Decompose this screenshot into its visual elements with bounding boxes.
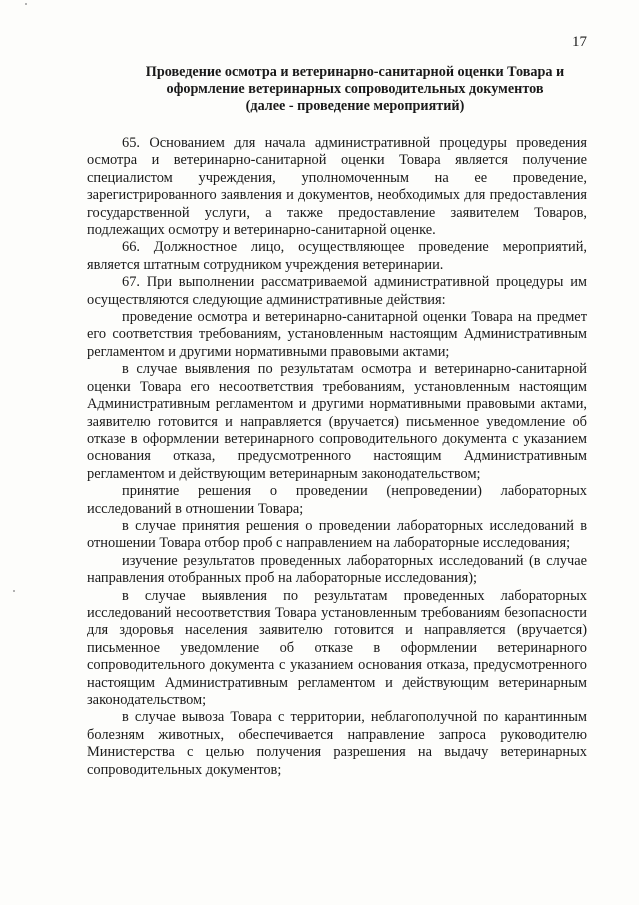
action-refusal-notice: в случае выявления по результатам осмотра и ветеринарно-санитарной оценки Товара его несоответствия требованиям, установленным настоящим Административным регламентом и другими нормативными правовыми актами, заявителю готовится и направляется (вручается) письменное уведомление об отказе в оформлении ветеринарного сопроводительного документа с указанием основания отказа, предусмотренного настоящим Административным регламентом и действующим ветеринарным законодательством; (87, 361, 587, 482)
scan-artifact (25, 3, 27, 5)
action-sampling: в случае принятия решения о проведении лабораторных исследований в отношении Товара отбор проб с направлением на лабораторные исследования; (87, 517, 587, 552)
action-lab-refusal-notice: в случае выявления по результатам проведенных лабораторных исследований несоответствия Товара установленным требованиям безопасности для здоровья населения заявителю готовится и направляется (вручается) письменное уведомление об отказе в оформлении ветеринарного сопроводительного документа с указанием основания отказа, предусмотренного настоящим Административным регламентом и действующим ветеринарным законодательством; (87, 587, 587, 708)
document-body (87, 135, 587, 779)
action-lab-results-review: изучение результатов проведенных лабораторных исследований (в случае направления отобранных проб на лабораторные исследования); (87, 552, 587, 587)
action-inspection: проведение осмотра и ветеринарно-санитарной оценки Товара на предмет его соответствия требованиям, установленным настоящим Административным регламентом и другими нормативными правовыми актами; (87, 309, 587, 360)
paragraph-65: 65. Основанием для начала административной процедуры проведения осмотра и ветеринарно-санитарной оценки Товара является получение специалистом учреждения, уполномоченным на ее проведение, зарегистрированного заявления и документов, необходимых для предоставления государственной услуги, а также предоставление заявителем Товаров, подлежащих осмотру и ветеринарно-санитарной оценке. (87, 135, 587, 239)
scan-artifact (13, 590, 15, 592)
paragraph-67: 67. При выполнении рассматриваемой административной процедуры им осуществляются следующие административные действия: (87, 274, 587, 308)
title-line-2: оформление ветеринарных сопроводительных документов (166, 81, 544, 97)
action-quarantine-request: в случае вывоза Товара с территории, неблагополучной по карантинным болезням животных, обеспечивается направление запроса руководителю Министерства с целью получения разрешения на выдачу ветеринарных сопроводительных документов; (87, 709, 587, 778)
page-number: 17 (572, 34, 587, 50)
paragraph-66: 66. Должностное лицо, осуществляющее проведение мероприятий, является штатным сотрудником учреждения ветеринарии. (87, 239, 587, 273)
action-lab-decision: принятие решения о проведении (непроведении) лабораторных исследований в отношении Товара; (87, 483, 587, 517)
section-title (120, 64, 590, 115)
title-line-1: Проведение осмотра и ветеринарно-санитарной оценки Товара и (145, 64, 565, 80)
title-line-3: (далее - проведение мероприятий) (245, 98, 465, 114)
